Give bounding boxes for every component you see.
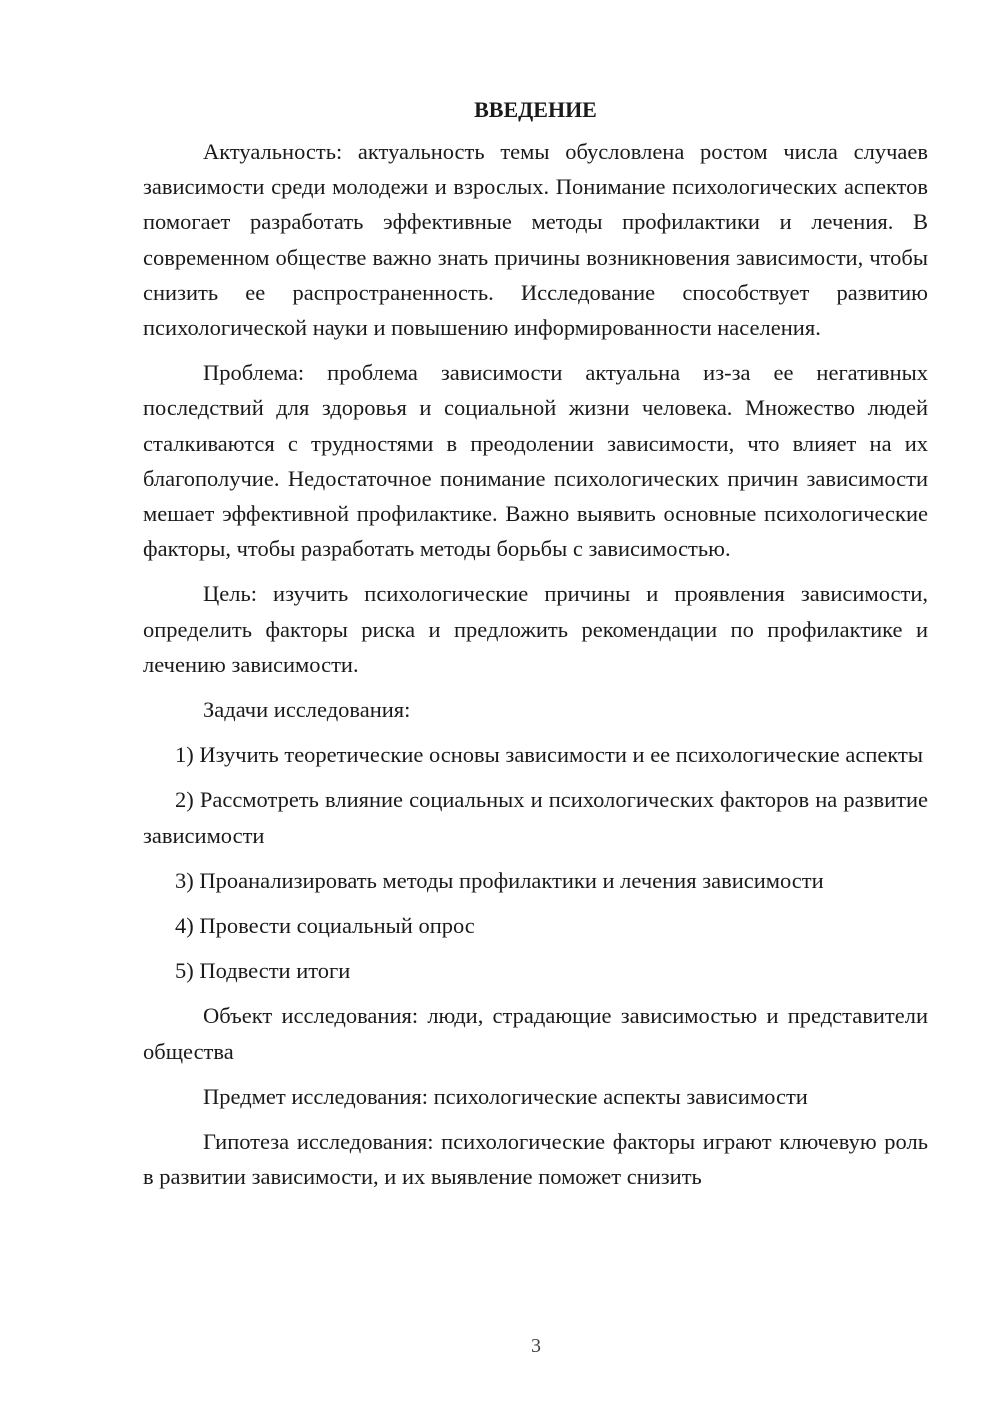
tasks-list	[143, 737, 928, 988]
paragraph-tasks-heading: Задачи исследования:	[203, 697, 411, 723]
paragraph-relevance: Актуальность: актуальность темы обусловлена ростом числа случаев зависимости среди молодежи и взрослых. Понимание психологических аспектов помогает разработать эффективные методы профилактики и лечения. В современном обществе важно знать причины возникновения зависимости, чтобы снизить ее распространенность. Исследование способствует развитию психологической науки и повышению информированности населения.	[143, 139, 928, 341]
page-title: ВВЕДЕНИЕ	[474, 97, 597, 122]
paragraph-subject: Предмет исследования: психологические аспекты зависимости	[203, 1083, 808, 1109]
page-number: 3	[531, 1335, 541, 1357]
task-item-2: 2) Рассмотреть влияние социальных и психологических факторов на развитие зависимости	[143, 787, 928, 848]
paragraph-object: Объект исследования: люди, страдающие зависимостью и представители общества	[143, 1003, 928, 1064]
paragraph-goal: Цель: изучить психологические причины и проявления зависимости, определить факторы риска и предложить рекомендации по профилактике и лечению зависимости.	[143, 581, 928, 677]
task-item-5: 5) Подвести итоги	[175, 958, 351, 984]
task-item-4: 4) Провести социальный опрос	[175, 913, 475, 939]
paragraph-hypothesis: Гипотеза исследования: психологические факторы играют ключевую роль в развитии зависимости, и их выявление поможет снизить	[143, 1129, 928, 1190]
task-item-3: 3) Проанализировать методы профилактики и лечения зависимости	[175, 867, 824, 893]
task-item-1: 1) Изучить теоретические основы зависимости и ее психологические аспекты	[175, 742, 923, 768]
page-content	[143, 92, 928, 1194]
paragraph-problem: Проблема: проблема зависимости актуальна из-за ее негативных последствий для здоровья и социальной жизни человека. Множество людей сталкиваются с трудностями в преодолении зависимости, что влияет на их благополучие. Недостаточное понимание психологических причин зависимости мешает эффективной профилактике. Важно выявить основные психологические факторы, чтобы разработать методы борьбы с зависимостью.	[143, 360, 928, 562]
